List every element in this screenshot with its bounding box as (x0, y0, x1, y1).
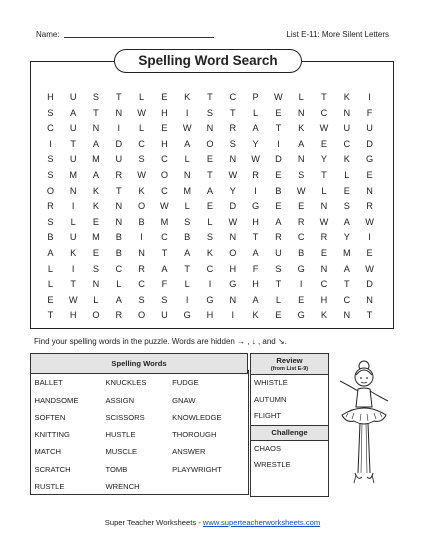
grid-letter: E (275, 107, 282, 118)
grid-letter: C (229, 92, 237, 102)
grid-letter: B (47, 232, 54, 243)
spelling-word: GNAW (172, 395, 196, 405)
grid-letter: T (184, 263, 190, 274)
grid-letter: A (252, 123, 259, 134)
grid-letter: W (274, 92, 283, 102)
spelling-word: BALLET (34, 378, 63, 388)
page-title: Spelling Word Search (114, 49, 302, 73)
grid-letter: N (69, 185, 77, 196)
grid-letter: U (275, 247, 282, 258)
grid-letter: W (137, 107, 146, 118)
name-line[interactable] (64, 37, 214, 38)
grid-letter: S (92, 92, 100, 102)
grid-letter: C (320, 107, 328, 118)
grid-letter: H (252, 279, 259, 290)
grid-letter: L (116, 279, 122, 290)
grid-letter: N (366, 294, 373, 305)
letter-grid (39, 90, 381, 324)
grid-letter: E (206, 154, 214, 165)
challenge-word: CHAOS (254, 443, 282, 453)
spelling-word: KNITTING (34, 430, 70, 440)
instructions: Find your spelling words in the puzzle. Words are hidden → , ↓ , and ↘. (34, 337, 287, 346)
grid-letter: A (92, 138, 100, 149)
footer-link[interactable]: www.superteacherworksheets.com (202, 518, 321, 527)
grid-letter: S (47, 154, 54, 165)
grid-letter: I (71, 263, 75, 274)
grid-letter: L (275, 294, 281, 305)
grid-letter: B (138, 216, 145, 227)
grid-letter: E (92, 216, 100, 227)
spelling-words-heading: Spelling Words (31, 354, 248, 374)
grid-letter: C (161, 232, 168, 243)
grid-letter: S (161, 294, 168, 305)
grid-letter: I (117, 123, 121, 134)
grid-letter: U (69, 92, 77, 102)
grid-letter: W (228, 169, 238, 180)
grid-letter: N (206, 123, 214, 134)
grid-letter: U (69, 154, 77, 165)
grid-letter: I (299, 279, 303, 290)
grid-letter: C (320, 279, 328, 290)
grid-letter: T (115, 185, 122, 196)
grid-letter: O (138, 201, 146, 212)
grid-letter: E (275, 310, 282, 321)
review-word: AUTUMN (254, 394, 287, 404)
grid-letter: R (47, 201, 54, 212)
grid-letter: D (275, 154, 282, 165)
grid-letter: U (343, 123, 351, 134)
grid-letter: K (252, 310, 259, 321)
grid-letter: U (69, 232, 77, 243)
grid-letter: E (366, 169, 373, 180)
spelling-word: KNOWLEDGE (172, 412, 222, 422)
review-list (251, 375, 328, 425)
grid-letter: D (366, 279, 373, 290)
grid-letter: T (252, 232, 259, 243)
grid-letter: E (343, 185, 350, 196)
grid-letter: W (319, 123, 329, 134)
grid-letter: G (297, 263, 305, 274)
grid-letter: T (366, 310, 373, 321)
grid-letter: C (297, 232, 305, 243)
grid-letter: S (229, 138, 236, 149)
grid-letter: H (229, 263, 237, 274)
grid-letter: W (160, 201, 169, 212)
grid-letter: H (161, 107, 168, 118)
grid-letter: G (229, 279, 237, 290)
grid-letter: E (366, 247, 373, 258)
grid-letter: N (115, 201, 123, 212)
grid-letter: W (296, 185, 306, 196)
grid-letter: Y (343, 232, 350, 243)
spelling-word: ANSWER (172, 447, 206, 457)
grid-letter: A (275, 216, 282, 227)
grid-letter: T (343, 279, 350, 290)
grid-letter: L (321, 185, 327, 196)
spelling-word: HANDSOME (34, 395, 79, 405)
grid-letter: S (275, 263, 282, 274)
list-label: List E-11: More Silent Letters (286, 30, 389, 39)
grid-letter: C (161, 185, 168, 196)
footer-text: Super Teacher Worksheets - (104, 518, 203, 527)
grid-letter: I (277, 138, 280, 149)
grid-letter: H (47, 92, 54, 102)
grid-letter: N (320, 201, 328, 212)
grid-letter: E (206, 201, 214, 212)
grid-letter: D (115, 138, 123, 149)
grid-letter: U (69, 123, 77, 134)
footer (0, 518, 425, 527)
grid-letter: T (207, 92, 213, 102)
grid-letter: F (366, 107, 373, 118)
grid-letter: K (343, 92, 350, 102)
grid-letter: K (138, 185, 145, 196)
grid-letter: E (47, 294, 54, 305)
grid-letter: K (206, 247, 214, 258)
grid-letter: C (161, 154, 168, 165)
grid-letter: M (160, 216, 169, 227)
grid-letter: B (184, 232, 191, 243)
challenge-heading: Challenge (251, 425, 328, 441)
grid-letter: L (184, 201, 190, 212)
grid-letter: R (366, 201, 373, 212)
grid-letter: A (206, 185, 214, 196)
grid-letter: H (206, 310, 214, 321)
grid-letter: R (115, 310, 123, 321)
grid-letter: I (368, 232, 371, 243)
grid-letter: E (161, 92, 168, 102)
grid-letter: O (46, 185, 54, 196)
grid-letter: N (343, 107, 351, 118)
grid-letter: R (320, 232, 328, 243)
spelling-word: ASSIGN (105, 395, 135, 405)
grid-letter: G (206, 294, 214, 305)
grid-letter: G (297, 310, 305, 321)
grid-letter: Y (320, 154, 328, 165)
grid-letter: A (298, 138, 305, 149)
grid-letter: U (115, 154, 123, 165)
grid-letter: N (297, 107, 305, 118)
grid-letter: A (47, 247, 54, 258)
grid-letter: S (138, 154, 145, 165)
grid-letter: M (342, 247, 351, 258)
grid-letter: L (47, 279, 53, 290)
grid-letter: C (115, 263, 123, 274)
grid-letter: I (208, 279, 212, 290)
grid-letter: L (47, 263, 53, 274)
grid-letter: W (251, 154, 260, 165)
ballerina-illustration (334, 357, 394, 497)
grid-letter: B (275, 185, 282, 196)
grid-letter: U (161, 310, 168, 321)
grid-letter: K (343, 154, 350, 165)
grid-letter: I (254, 185, 257, 196)
grid-letter: N (343, 310, 351, 321)
grid-letter: W (228, 216, 238, 227)
review-subtitle: (from List E-9) (270, 366, 309, 372)
spelling-word: RUSTLE (34, 481, 65, 491)
grid-letter: I (368, 92, 371, 102)
grid-letter: L (93, 294, 99, 305)
grid-letter: F (161, 279, 168, 290)
grid-letter: W (68, 294, 78, 305)
grid-letter: N (115, 216, 123, 227)
grid-letter: L (207, 216, 213, 227)
grid-letter: A (184, 138, 191, 149)
grid-letter: N (229, 154, 237, 165)
grid-letter: A (252, 247, 259, 258)
grid-letter: A (115, 294, 122, 305)
grid-letter: E (298, 201, 305, 212)
grid-letter: S (92, 263, 100, 274)
spelling-word: HUSTLE (105, 430, 136, 440)
grid-letter: Y (229, 185, 236, 196)
grid-letter: W (365, 216, 374, 227)
grid-letter: K (92, 201, 100, 212)
grid-letter: O (160, 169, 168, 180)
grid-letter: K (70, 247, 77, 258)
grid-letter: A (343, 216, 350, 227)
grid-letter: T (207, 169, 213, 180)
grid-letter: S (206, 107, 214, 118)
grid-letter: R (229, 123, 237, 134)
name-field[interactable] (36, 30, 214, 39)
grid-letter: C (138, 138, 145, 149)
grid-letter: T (321, 92, 327, 102)
grid-letter: G (366, 154, 374, 165)
grid-letter: W (137, 169, 146, 180)
grid-letter: M (183, 185, 192, 196)
grid-letter: G (252, 201, 260, 212)
grid-letter: E (298, 294, 305, 305)
grid-letter: N (229, 294, 237, 305)
grid-letter: O (206, 138, 214, 149)
grid-letter: C (343, 294, 351, 305)
grid-letter: E (92, 247, 100, 258)
grid-letter: R (275, 232, 282, 243)
grid-letter: T (70, 138, 76, 149)
grid-letter: R (297, 216, 305, 227)
grid-letter: A (70, 107, 77, 118)
grid-letter: N (115, 107, 123, 118)
grid-letter: B (115, 247, 122, 258)
spelling-word: SOFTEN (34, 412, 66, 422)
spelling-word: SCRATCH (34, 464, 71, 474)
name-label: Name: (36, 30, 60, 39)
grid-letter: R (138, 263, 145, 274)
grid-letter: H (161, 138, 168, 149)
grid-letter: L (184, 279, 190, 290)
grid-letter: M (92, 154, 100, 165)
grid-letter: T (47, 310, 54, 321)
grid-letter: A (343, 263, 350, 274)
grid-letter: N (183, 169, 191, 180)
grid-letter: C (343, 138, 351, 149)
grid-letter: S (47, 169, 54, 180)
grid-letter: T (321, 169, 327, 180)
review-title: Review (276, 356, 303, 365)
review-word: WHISTLE (254, 378, 288, 387)
grid-letter: A (161, 263, 168, 274)
grid-letter: L (253, 107, 259, 118)
spelling-word: THOROUGH (172, 430, 217, 440)
grid-letter: N (92, 123, 100, 134)
grid-letter: B (115, 232, 122, 243)
grid-letter: S (206, 232, 214, 243)
grid-letter: C (138, 279, 145, 290)
grid-letter: C (47, 123, 54, 134)
grid-letter: R (252, 169, 259, 180)
grid-letter: E (161, 123, 168, 134)
spelling-word: SCISSORS (105, 412, 145, 422)
challenge-list (251, 441, 328, 474)
grid-letter: N (366, 185, 373, 196)
grid-letter: T (93, 107, 99, 118)
grid-letter: U (366, 123, 373, 134)
grid-letter: T (70, 279, 76, 290)
grid-letter: I (185, 294, 189, 305)
grid-letter: E (320, 247, 328, 258)
grid-letter: T (229, 107, 236, 118)
grid-letter: L (344, 169, 350, 180)
challenge-word: WRESTLE (254, 460, 291, 469)
grid-letter: T (275, 279, 282, 290)
spelling-word: PLAYWRIGHT (172, 464, 222, 474)
grid-letter: D (229, 201, 237, 212)
review-word: FLIGHT (254, 411, 282, 420)
spelling-word: MATCH (34, 447, 61, 457)
grid-letter: A (184, 247, 191, 258)
grid-letter: M (69, 169, 78, 180)
grid-letter: T (275, 123, 282, 134)
grid-letter: E (320, 138, 328, 149)
grid-letter: K (184, 92, 191, 102)
grid-letter: H (69, 310, 77, 321)
grid-letter: S (47, 216, 54, 227)
grid-letter: R (115, 169, 123, 180)
review-box (250, 353, 329, 497)
spelling-word: KNUCKLES (105, 378, 147, 388)
grid-letter: P (252, 92, 259, 102)
grid-letter: I (140, 232, 143, 243)
grid-letter: S (47, 107, 54, 118)
grid-letter: E (275, 169, 282, 180)
grid-letter: D (366, 138, 373, 149)
grid-letter: L (139, 92, 145, 102)
grid-letter: T (115, 92, 122, 102)
grid-letter: I (71, 201, 75, 212)
grid-letter: S (298, 169, 305, 180)
spelling-words-frame (30, 370, 249, 495)
grid-letter: A (92, 169, 100, 180)
grid-letter: N (320, 263, 328, 274)
grid-letter: L (184, 154, 190, 165)
spelling-word: MUSCLE (105, 447, 138, 457)
grid-letter: N (297, 154, 305, 165)
review-heading (251, 354, 328, 375)
grid-letter: S (343, 201, 350, 212)
grid-letter: G (183, 310, 191, 321)
grid-letter: W (319, 216, 329, 227)
grid-letter: S (138, 294, 145, 305)
grid-letter: T (161, 247, 168, 258)
grid-letter: I (185, 107, 189, 118)
grid-letter: A (252, 294, 259, 305)
grid-letter: C (206, 263, 214, 274)
grid-letter: F (252, 263, 259, 274)
grid-letter: N (229, 232, 237, 243)
grid-letter: I (231, 310, 235, 321)
grid-letter: L (298, 92, 304, 102)
grid-letter: S (184, 216, 191, 227)
spelling-word: WRENCH (105, 481, 140, 491)
grid-letter: K (92, 185, 100, 196)
spelling-word: TOMB (105, 464, 128, 474)
grid-letter: O (138, 310, 146, 321)
grid-letter: N (138, 247, 145, 258)
grid-letter: W (182, 123, 192, 134)
grid-letter: O (229, 247, 237, 258)
grid-letter: M (92, 232, 100, 243)
grid-letter: E (275, 201, 282, 212)
grid-letter: I (49, 138, 52, 149)
grid-letter: W (365, 263, 374, 274)
grid-letter: Y (252, 138, 259, 149)
grid-letter: L (70, 216, 76, 227)
grid-letter: K (298, 123, 305, 134)
grid-letter: H (320, 294, 328, 305)
grid-letter: N (92, 279, 100, 290)
grid-letter: K (320, 310, 328, 321)
spelling-word: FUDGE (172, 378, 199, 388)
grid-letter: O (92, 310, 100, 321)
grid-letter: L (139, 123, 145, 134)
grid-letter: B (298, 247, 305, 258)
grid-letter: H (252, 216, 259, 227)
